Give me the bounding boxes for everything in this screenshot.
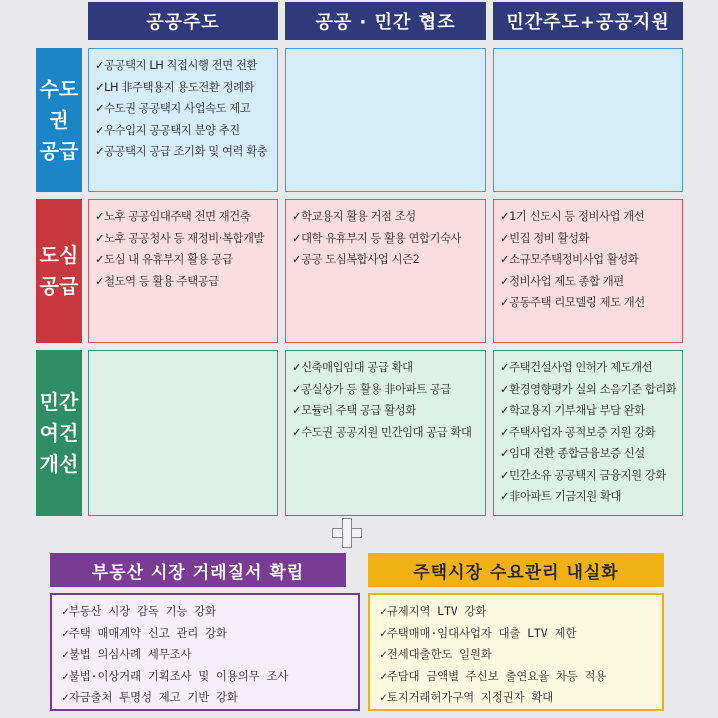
market-order-title <box>50 553 346 587</box>
cell-metro-cooperation <box>285 48 486 192</box>
list-item: ✓ 주택건설사업 인허가 제도개선 <box>500 357 676 379</box>
list-item: ✓ 非아파트 기금지원 확대 <box>500 486 676 508</box>
list-item: ✓ LH 非주택용지 용도전환 정례화 <box>95 77 271 99</box>
list-item: ✓ 불법·이상거래 기획조사 및 이용의무 조사 <box>62 666 348 688</box>
column-header-public-led <box>88 2 278 40</box>
cell-metro-private <box>493 48 683 192</box>
market-order-box <box>50 593 360 711</box>
row-label-private-conditions <box>36 350 82 516</box>
list-item: ✓ 수도권 공공지원 민간임대 공급 확대 <box>292 422 479 444</box>
list-item: ✓ 환경영향평가 실외 소음기준 합리화 <box>500 379 676 401</box>
row-label-urban-supply <box>36 199 82 343</box>
cell-metro-public <box>88 48 278 192</box>
list-item: ✓ 1기 신도시 등 정비사업 개선 <box>500 206 676 228</box>
demand-management-title <box>368 553 664 587</box>
list-item: ✓ 공공택지 LH 직접시행 전면 전환 <box>95 55 271 77</box>
list-item: ✓ 주담대 금액별 주신보 출연요율 차등 적용 <box>380 666 652 688</box>
cell-private-private <box>493 350 683 516</box>
list-item: ✓ 임대 전환 종합금융보증 신설 <box>500 443 676 465</box>
list-item: ✓ 학교용지 활용 거점 조성 <box>292 206 479 228</box>
list-item: ✓ 노후 공공청사 등 재정비·복합개발 <box>95 228 271 250</box>
list-item: ✓ 주택 매매계약 신고 관리 강화 <box>62 623 348 645</box>
item-list <box>292 206 479 271</box>
column-header-public-private <box>285 2 486 40</box>
column-header-private-led <box>493 2 683 40</box>
list-item: ✓ 도심 내 유휴부지 활용 공급 <box>95 249 271 271</box>
list-item: ✓ 공공택지 공급 조기화 및 여력 확충 <box>95 141 271 163</box>
column-header-label: 공공 · 민간 협조 <box>315 12 456 33</box>
list-item: ✓ 학교용지 기부채납 부담 완화 <box>500 400 676 422</box>
column-header-label: 공공주도 <box>146 12 220 33</box>
item-list <box>95 206 271 292</box>
cell-urban-public <box>88 199 278 343</box>
cell-private-cooperation <box>285 350 486 516</box>
list-item: ✓ 노후 공공임대주택 전면 재건축 <box>95 206 271 228</box>
market-order-title-text: 부동산 시장 거래질서 확립 <box>91 562 305 583</box>
cell-urban-private <box>493 199 683 343</box>
list-item: ✓ 민간소유 공공택지 금융지원 강화 <box>500 465 676 487</box>
list-item: ✓ 공실상가 등 활용 非아파트 공급 <box>292 379 479 401</box>
list-item: ✓ 빈집 정비 활성화 <box>500 228 676 250</box>
list-item: ✓ 신축매입임대 공급 확대 <box>292 357 479 379</box>
list-item: ✓ 토지거래허가구역 지정권자 확대 <box>380 687 652 709</box>
list-item: ✓ 대학 유휴부지 등 활용 연합기숙사 <box>292 228 479 250</box>
list-item: ✓ 주택매매·임대사업자 대출 LTV 제한 <box>380 623 652 645</box>
list-item: ✓ 우수입지 공공택지 분양 추진 <box>95 120 271 142</box>
list-item: ✓ 전세대출한도 일원화 <box>380 644 652 666</box>
item-list <box>500 357 676 508</box>
list-item: ✓ 철도역 등 활용 주택공급 <box>95 271 271 293</box>
list-item: ✓ 공공 도심복합사업 시즌2 <box>292 249 479 271</box>
item-list <box>380 601 652 709</box>
list-item: ✓ 자금출처 투명성 제고 기반 강화 <box>62 687 348 709</box>
list-item: ✓ 소규모주택정비사업 활성화 <box>500 249 676 271</box>
item-list <box>62 601 348 709</box>
list-item: ✓ 부동산 시장 감독 기능 강화 <box>62 601 348 623</box>
list-item: ✓ 규제지역 LTV 강화 <box>380 601 652 623</box>
row-label-metro-supply <box>36 48 82 192</box>
list-item: ✓ 불법 의심사례 세무조사 <box>62 644 348 666</box>
list-item: ✓ 모듈러 주택 공급 활성화 <box>292 400 479 422</box>
row-label-text: 민간여건 개선 <box>39 389 79 476</box>
item-list <box>95 55 271 163</box>
cell-urban-cooperation <box>285 199 486 343</box>
plus-icon <box>332 518 362 548</box>
column-header-label: 민간주도+공공지원 <box>506 12 670 33</box>
demand-management-title-text: 주택시장 수요관리 내실화 <box>413 562 619 583</box>
list-item: ✓ 수도권 공공택지 사업속도 제고 <box>95 98 271 120</box>
item-list <box>292 357 479 443</box>
list-item: ✓ 주택사업자 공적보증 지원 강화 <box>500 422 676 444</box>
cell-private-public <box>88 350 278 516</box>
list-item: ✓ 정비사업 제도 종합 개편 <box>500 271 676 293</box>
demand-management-box <box>368 593 664 711</box>
row-label-text: 수도권 공급 <box>39 76 79 163</box>
item-list <box>500 206 676 314</box>
row-label-text: 도심 공급 <box>39 243 79 298</box>
list-item: ✓ 공동주택 리모델링 제도 개선 <box>500 292 676 314</box>
